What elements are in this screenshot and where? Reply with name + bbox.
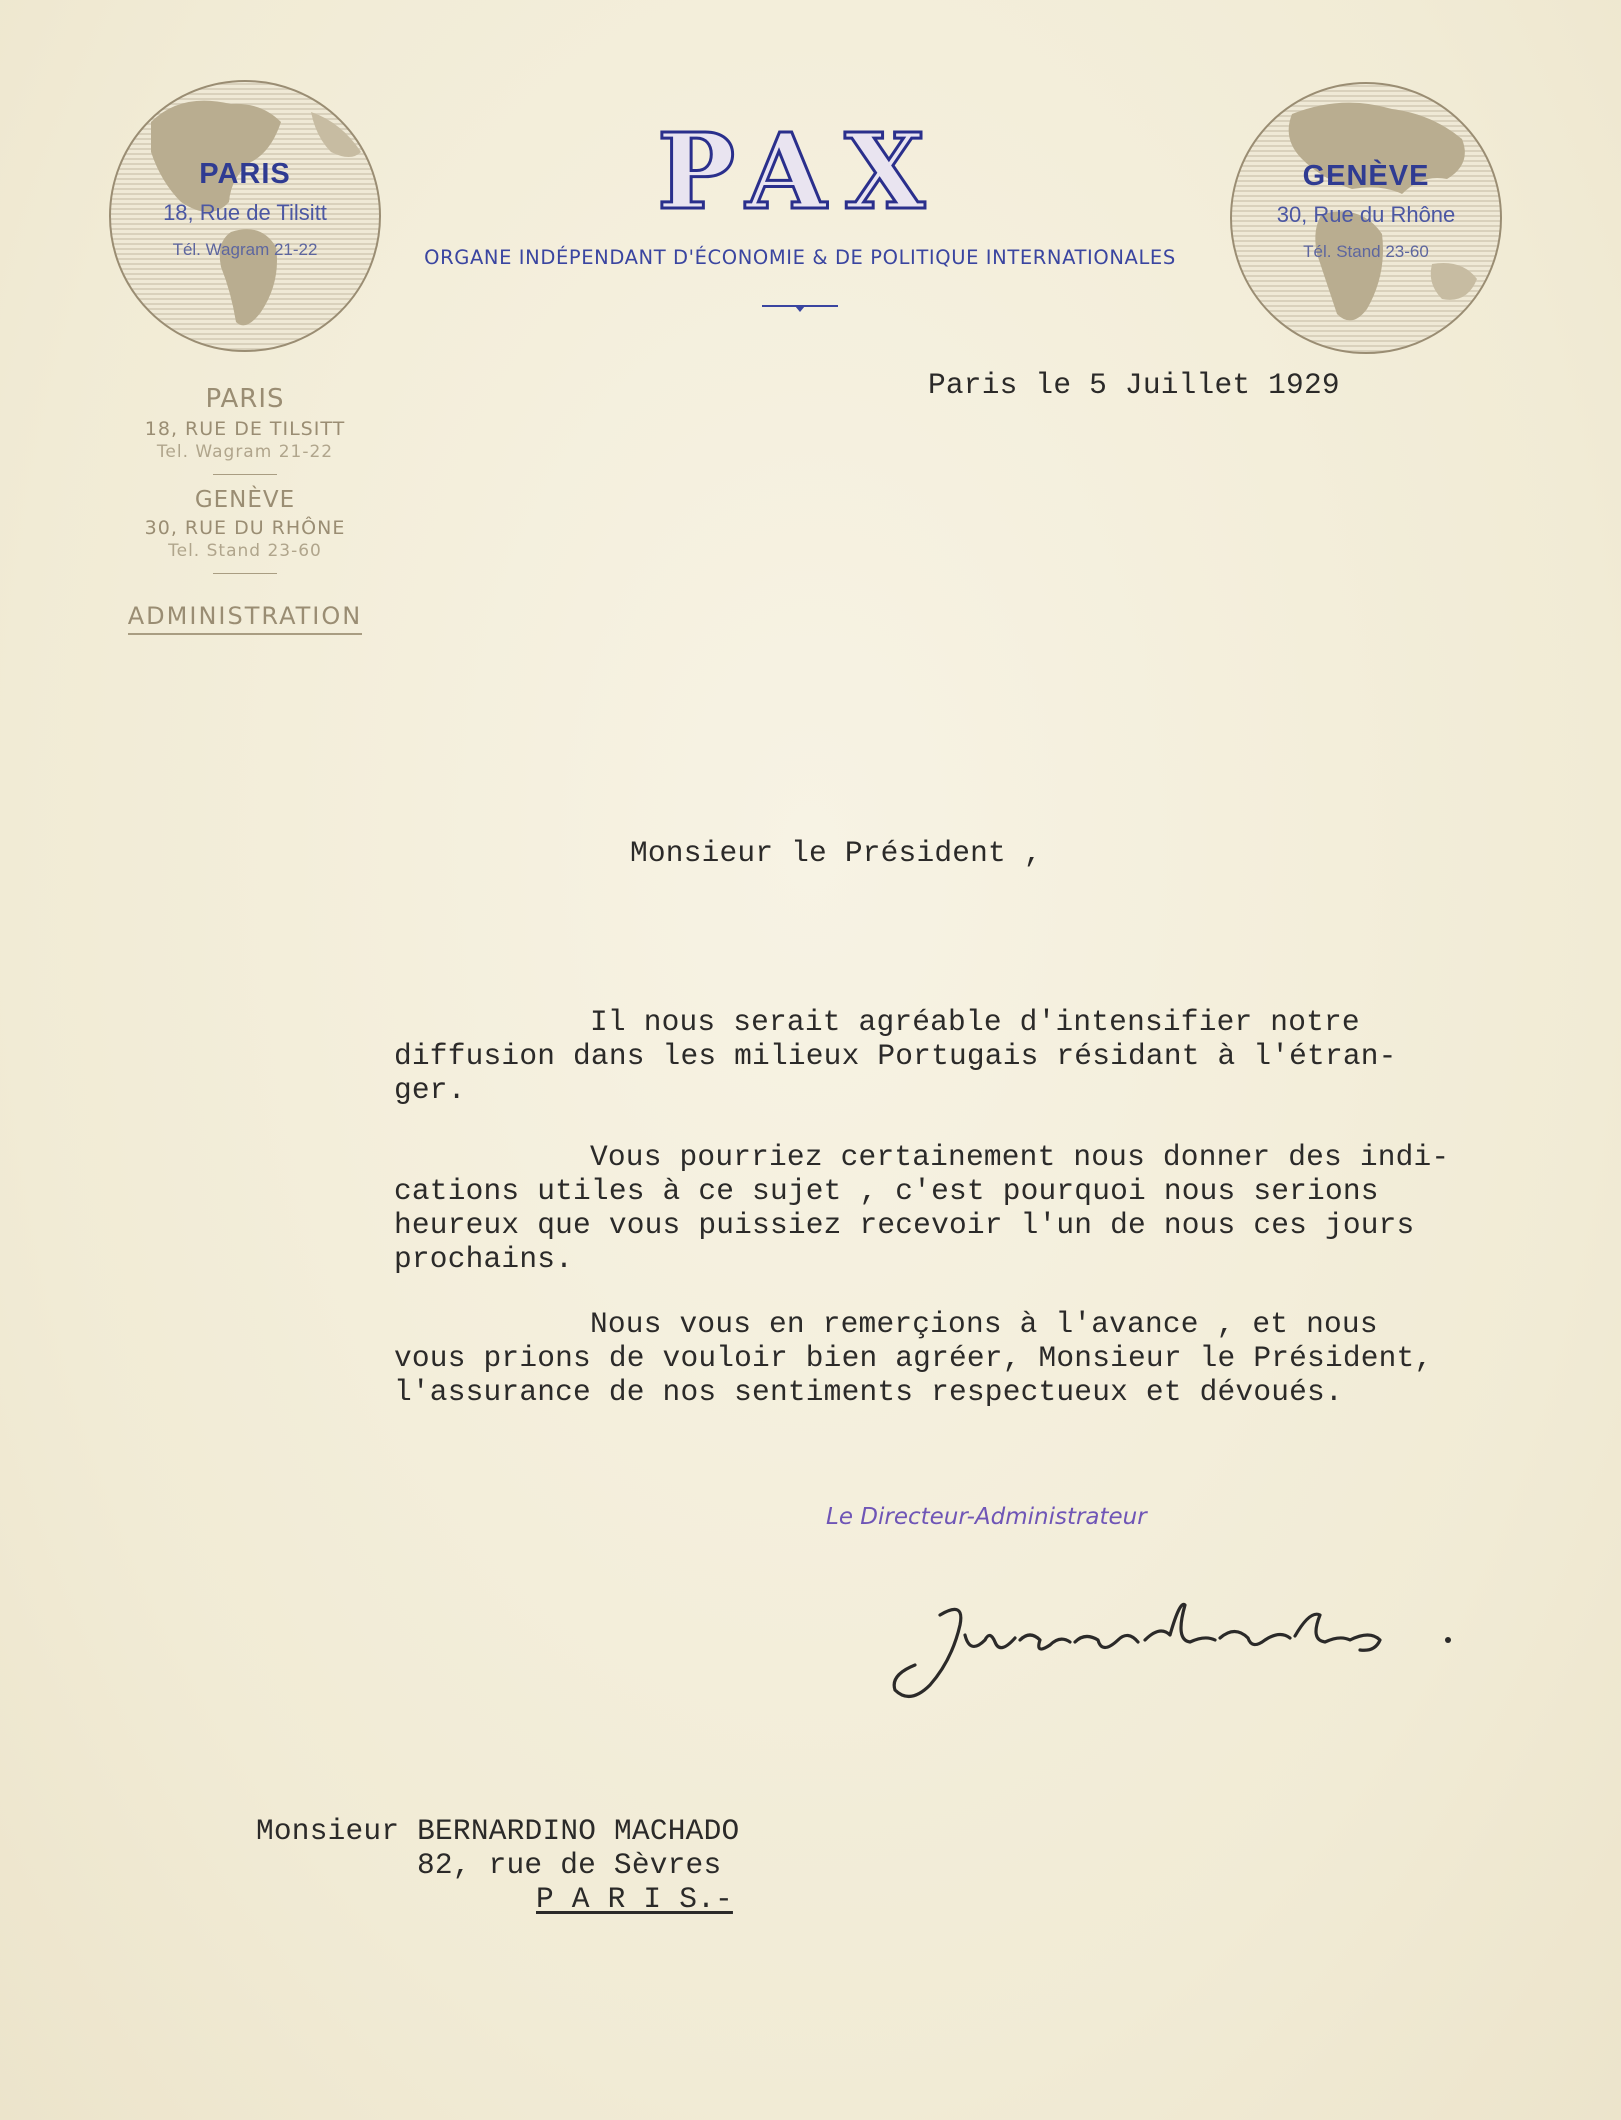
- masthead-title: PAX: [656, 110, 944, 233]
- left-paris-street: 18, RUE DE TILSITT: [144, 418, 346, 440]
- letter-date: Paris le 5 Juillet 1929: [928, 368, 1340, 402]
- globe-geneve-tel: Tél. Stand 23-60: [1303, 242, 1429, 261]
- recipient-name: Monsieur BERNARDINO MACHADO: [256, 1814, 740, 1848]
- ornament-divider-icon: [762, 305, 838, 307]
- left-geneve-city: GENÈVE: [194, 487, 296, 513]
- paragraph-1-line-2: diffusion dans les milieux Portugais résidant à l'étran-: [394, 1039, 1397, 1073]
- divider: [213, 573, 277, 574]
- globe-geneve-city: GENÈVE: [1302, 160, 1430, 192]
- paragraph-2-line-3: heureux que vous puissiez recevoir l'un de nous ces jours: [394, 1208, 1415, 1242]
- signature-icon: [870, 1580, 1490, 1710]
- globe-paris-city: PARIS: [199, 158, 291, 190]
- globe-geneve: [1230, 82, 1502, 354]
- paragraph-3-line-1: Nous vous en remerçions à l'avance , et nous: [590, 1307, 1378, 1341]
- left-address-block: [100, 384, 390, 635]
- paragraph-3-line-2: vous prions de vouloir bien agréer, Monsieur le Président,: [394, 1341, 1433, 1375]
- paragraph-1-line-1: Il nous serait agréable d'intensifier notre: [590, 1005, 1360, 1039]
- globe-paris: [109, 80, 381, 352]
- left-department: ADMINISTRATION: [128, 602, 362, 635]
- left-geneve-street: 30, RUE DU RHÔNE: [144, 517, 346, 539]
- masthead-subtitle: ORGANE INDÉPENDANT D'ÉCONOMIE & DE POLITIQUE INTERNATIONALES: [424, 246, 1176, 269]
- divider: [213, 474, 277, 475]
- paragraph-2-line-1: Vous pourriez certainement nous donner des indi-: [590, 1140, 1450, 1174]
- paragraph-2-line-4: prochains.: [394, 1242, 574, 1276]
- left-paris-city: PARIS: [205, 384, 285, 414]
- signature-title: Le Directeur-Administrateur: [826, 1504, 1147, 1530]
- left-geneve-tel: Tel. Stand 23-60: [168, 541, 322, 561]
- globe-paris-tel: Tél. Wagram 21-22: [172, 240, 318, 259]
- globe-paris-street: 18, Rue de Tilsitt: [163, 200, 327, 225]
- letter-salutation: Monsieur le Président ,: [630, 836, 1042, 870]
- globe-geneve-street: 30, Rue du Rhône: [1276, 202, 1456, 227]
- recipient-city: P A R I S.-: [536, 1882, 733, 1916]
- paragraph-1-line-3: ger.: [394, 1073, 466, 1107]
- recipient-street: 82, rue de Sèvres: [417, 1848, 722, 1882]
- masthead: [420, 110, 1180, 307]
- paragraph-3-line-3: l'assurance de nos sentiments respectueux et dévoués.: [394, 1375, 1343, 1409]
- paragraph-2-line-2: cations utiles à ce sujet , c'est pourquoi nous serions: [394, 1174, 1379, 1208]
- left-paris-tel: Tel. Wagram 21-22: [156, 442, 334, 462]
